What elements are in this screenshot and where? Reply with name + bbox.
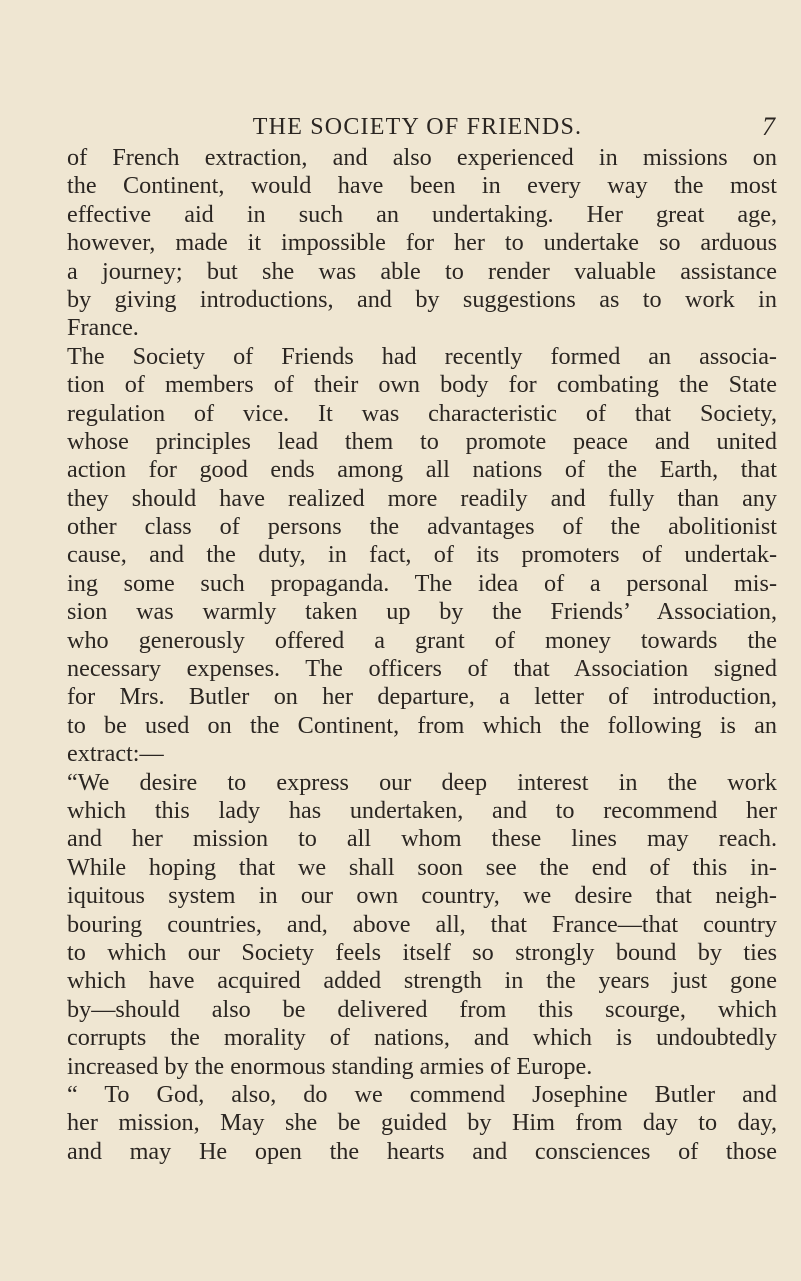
text-line: and her mission to all whom these lines may reach.	[67, 825, 777, 853]
text-line: The Society of Friends had recently formed an associa-	[67, 342, 777, 370]
text-line: they should have realized more readily and fully than any	[67, 484, 777, 512]
text-line: France.	[67, 314, 139, 342]
text-line: the Continent, would have been in every way the most	[67, 172, 777, 200]
text-line: iquitous system in our own country, we desire that neigh-	[67, 882, 777, 910]
text-line: which have acquired added strength in the years just gone	[67, 967, 777, 995]
text-line: extract:—	[67, 740, 164, 768]
text-line: to which our Society feels itself so strongly bound by ties	[67, 938, 777, 966]
text-line: corrupts the morality of nations, and which is undoubtedly	[67, 1024, 777, 1052]
running-head	[60, 112, 775, 142]
text-line: who generously offered a grant of money towards the	[67, 626, 777, 654]
text-line: “ To God, also, do we commend Josephine Butler and	[67, 1080, 777, 1108]
text-line: by—should also be delivered from this scourge, which	[67, 995, 777, 1023]
text-line: a journey; but she was able to render valuable assistance	[67, 257, 777, 285]
text-line: to be used on the Continent, from which the following is an	[67, 711, 777, 739]
running-title: THE SOCIETY OF FRIENDS.	[252, 114, 583, 140]
text-line: for Mrs. Butler on her departure, a letter of introduction,	[67, 683, 777, 711]
text-line: by giving introductions, and by suggestions as to work in	[67, 285, 777, 313]
text-line: other class of persons the advantages of the abolitionist	[67, 513, 777, 541]
text-line: however, made it impossible for her to undertake so arduous	[67, 229, 777, 257]
text-line: sion was warmly taken up by the Friends’ Association,	[67, 598, 777, 626]
text-line: tion of members of their own body for combating the State	[67, 371, 777, 399]
text-line: “We desire to express our deep interest in the work	[67, 768, 777, 796]
text-line: of French extraction, and also experienced in missions on	[67, 144, 777, 171]
text-line: cause, and the duty, in fact, of its promoters of undertak-	[67, 541, 777, 569]
page-number: 7	[762, 112, 775, 141]
text-line: and may He open the hearts and consciences of those	[67, 1137, 777, 1165]
text-line: which this lady has undertaken, and to recommend her	[67, 796, 777, 824]
text-line: ing some such propaganda. The idea of a personal mis-	[67, 569, 777, 597]
text-line: bouring countries, and, above all, that France—that country	[67, 910, 777, 938]
text-line: increased by the enormous standing armies of Europe.	[67, 1052, 593, 1080]
text-line: regulation of vice. It was characteristic of that Society,	[67, 399, 777, 427]
text-line: effective aid in such an undertaking. Her great age,	[67, 200, 777, 228]
text-line: While hoping that we shall soon see the end of this in-	[67, 853, 777, 881]
text-line: action for good ends among all nations of the Earth, that	[67, 456, 777, 484]
body-text	[67, 144, 777, 1166]
text-line: whose principles lead them to promote peace and united	[67, 427, 777, 455]
text-line: necessary expenses. The officers of that Association signed	[67, 655, 777, 683]
text-line: her mission, May she be guided by Him from day to day,	[67, 1109, 777, 1137]
